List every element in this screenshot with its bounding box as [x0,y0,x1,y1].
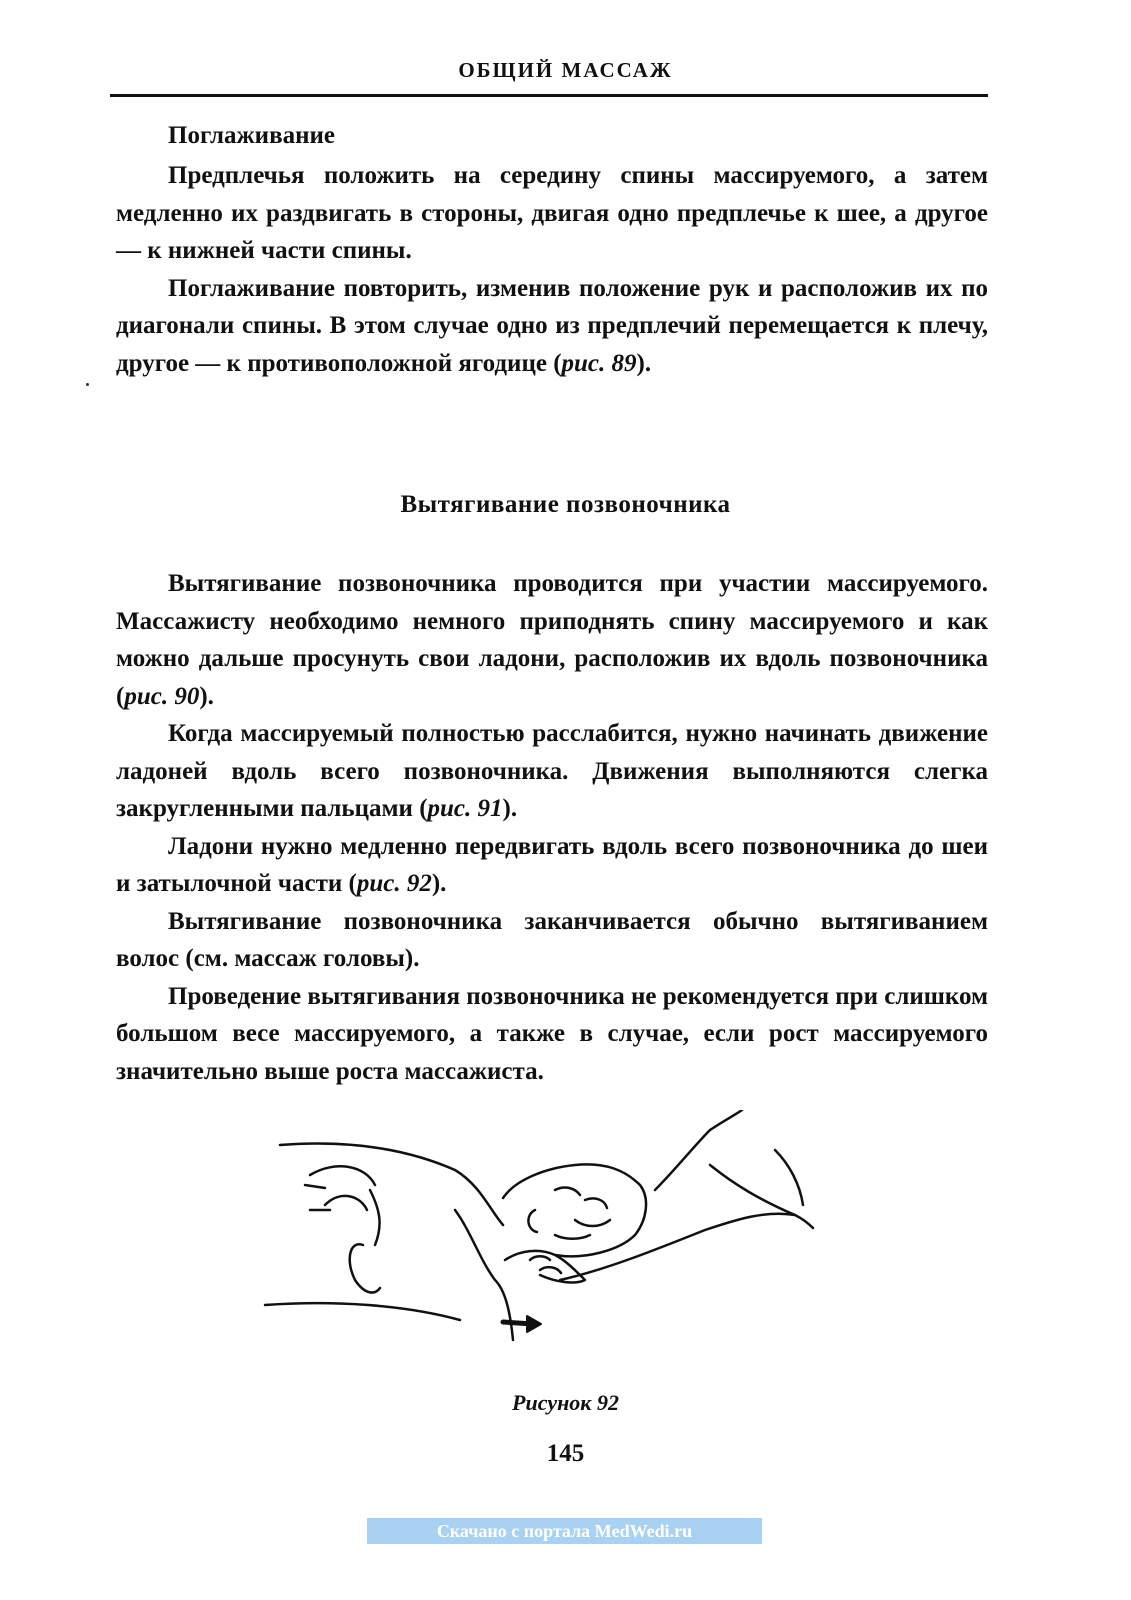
subheading-stroking: Поглаживание [168,122,335,149]
paragraph [116,565,988,715]
figure-ref: рис. 89 [561,349,637,377]
page-number: 145 [546,1440,585,1467]
arm-sleeve [710,1165,813,1228]
ear [528,1210,537,1232]
running-head: ОБЩИЙ МАССАЖ [458,58,673,82]
paragraph-end: ). [636,349,652,377]
paragraph: Предплечья положить на середину спины массируемого, а затем медленно их раздвигать в стороны, двигая одно предплечье к шее, а другое — к нижней части спины. [116,162,988,264]
fingers [530,1256,561,1273]
paragraph [116,715,988,828]
figure-ref: рис. 90 [124,682,200,710]
paragraph-text: Когда массируемый полностью расслабится, нужно начинать движение ладоней вдоль всего позвоночника. Движения выполняются слегка закругленными пальцами ( [116,720,988,822]
paragraph-end: ). [199,682,214,710]
paragraph [116,828,988,903]
arm-lower [560,1214,795,1280]
section2-text [116,565,988,1090]
shoulder-blade [325,1190,380,1245]
face-details [555,1188,610,1239]
massage-illustration [255,1110,815,1360]
header-rule [110,94,988,97]
back-edge [265,1303,460,1320]
paragraph-end: ). [431,870,447,897]
figure-ref: рис. 92 [356,870,432,897]
section1-text [116,157,988,382]
back-outline [280,1144,503,1225]
section-title: Вытягивание позвоночника [400,491,731,518]
scan-speck [86,383,89,386]
download-watermark: Скачано с портала MedWedi.ru [367,1518,762,1544]
dash-mark [305,1185,330,1210]
paragraph: Вытягивание позвоночника заканчивается обычно вытягиванием волос (см. массаж головы). [116,907,988,972]
paragraph: Проведение вытягивания позвоночника не рекомендуется при слишком большом весе массируемого, а также в случае, если рост массируемого значительно выше роста массажиста. [116,982,988,1085]
paragraph-text: Вытягивание позвоночника проводится при участии массируемого. Массажисту необходимо немного приподнять спину массируемого и как можно дальше просунуть свои ладони, расположив их вдоль позвоночника ( [116,570,988,710]
paragraph-text: Поглаживание повторить, изменив положение рук и расположив их по диагонали спины. В этом случае одно из предплечий перемещается к плечу, другое — к противоположной ягодице ( [116,274,988,377]
shoulder-curve [350,1244,380,1292]
arrow-head [527,1316,541,1332]
shoulder-line [310,1166,375,1185]
head-outline [503,1164,646,1256]
paragraph-end: ). [502,795,518,822]
paragraph-text: Ладони нужно медленно передвигать вдоль всего позвоночника до шеи и затылочной части ( [116,832,988,897]
paragraph [116,270,988,383]
cuff [775,1150,803,1205]
figure-caption: Рисунок 92 [512,1390,619,1415]
figure-ref: рис. 91 [427,795,503,822]
